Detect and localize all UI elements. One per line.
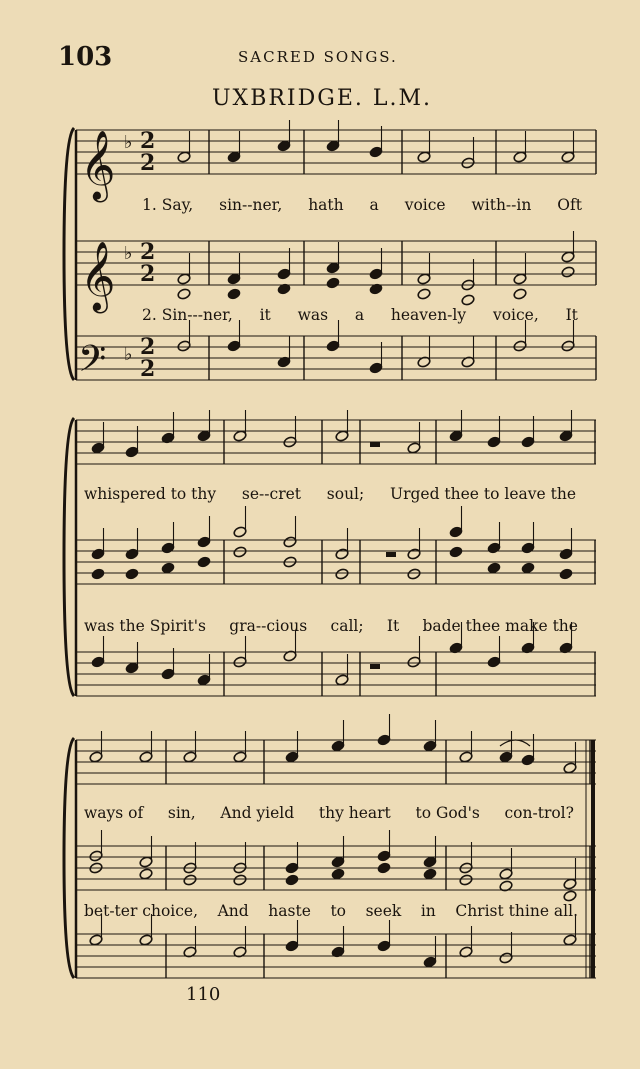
lyrics-system2-verse1: whispered to thy se--cret soul; Urged thee to leave the [84, 485, 576, 503]
treble-clef-icon: 𝄞 [80, 241, 116, 311]
tenor-note [449, 546, 463, 558]
system-brace [64, 418, 74, 696]
tenor-note [377, 862, 391, 874]
tenor-note [561, 266, 575, 278]
flat-icon: ♭ [124, 344, 133, 365]
tenor-note [161, 562, 175, 574]
tune-title: UXBRIDGE. L.M. [212, 86, 433, 111]
lyrics-system3-verse1: ways of sin, And yield thy heart to God's con-trol? [84, 804, 574, 822]
time-signature: 2 [140, 261, 156, 287]
tenor-note [177, 288, 191, 300]
tenor-note [139, 868, 153, 880]
tenor-note [487, 562, 501, 574]
tenor-note [417, 288, 431, 300]
lyrics-system1-verse1: 1. Say, sin--ner, hath a voice with--in Oft [142, 196, 582, 214]
hymn-number: 110 [186, 984, 221, 1005]
page-number: 103 [58, 42, 113, 72]
tenor-note [233, 874, 247, 886]
system-brace [64, 738, 74, 978]
tenor-note [423, 868, 437, 880]
lyrics-system1-verse2: 2. Sin---ner, it was a heaven-ly voice, It [142, 306, 578, 324]
rest-icon [370, 664, 380, 669]
tenor-note [227, 288, 241, 300]
tenor-note [91, 568, 105, 580]
time-signature: 2 [140, 334, 156, 360]
rest-icon [370, 442, 380, 447]
rest-icon [386, 552, 396, 557]
tenor-note [563, 890, 577, 902]
tenor-note [183, 874, 197, 886]
tenor-note [461, 294, 475, 306]
time-signature: 2 [140, 150, 156, 176]
lyrics-system3-verse2: bet-ter choice, And haste to seek in Christ thine all. [84, 902, 578, 920]
time-signature: 2 [140, 356, 156, 382]
tenor-note [326, 277, 340, 289]
slur [500, 740, 530, 746]
tenor-note [125, 568, 139, 580]
staff-systems [64, 120, 596, 978]
treble-clef-icon: 𝄞 [80, 130, 116, 200]
lyrics-system2-verse2: was the Spirit's gra--cious call; It bade thee make the [84, 617, 578, 635]
tenor-note [197, 556, 211, 568]
tenor-note [459, 874, 473, 886]
tenor-note [559, 568, 573, 580]
flat-icon: ♭ [124, 243, 133, 264]
tenor-note [335, 568, 349, 580]
time-signature: 2 [140, 128, 156, 154]
tenor-note [331, 868, 345, 880]
bass-clef-icon: 𝄢 [78, 338, 107, 389]
system-brace [64, 128, 74, 380]
tenor-note [233, 546, 247, 558]
tenor-note [285, 874, 299, 886]
time-signature: 2 [140, 239, 156, 265]
tenor-note [513, 288, 527, 300]
flat-icon: ♭ [124, 132, 133, 153]
tenor-note [521, 562, 535, 574]
tenor-note [407, 568, 421, 580]
running-head: SACRED SONGS. [238, 48, 398, 66]
